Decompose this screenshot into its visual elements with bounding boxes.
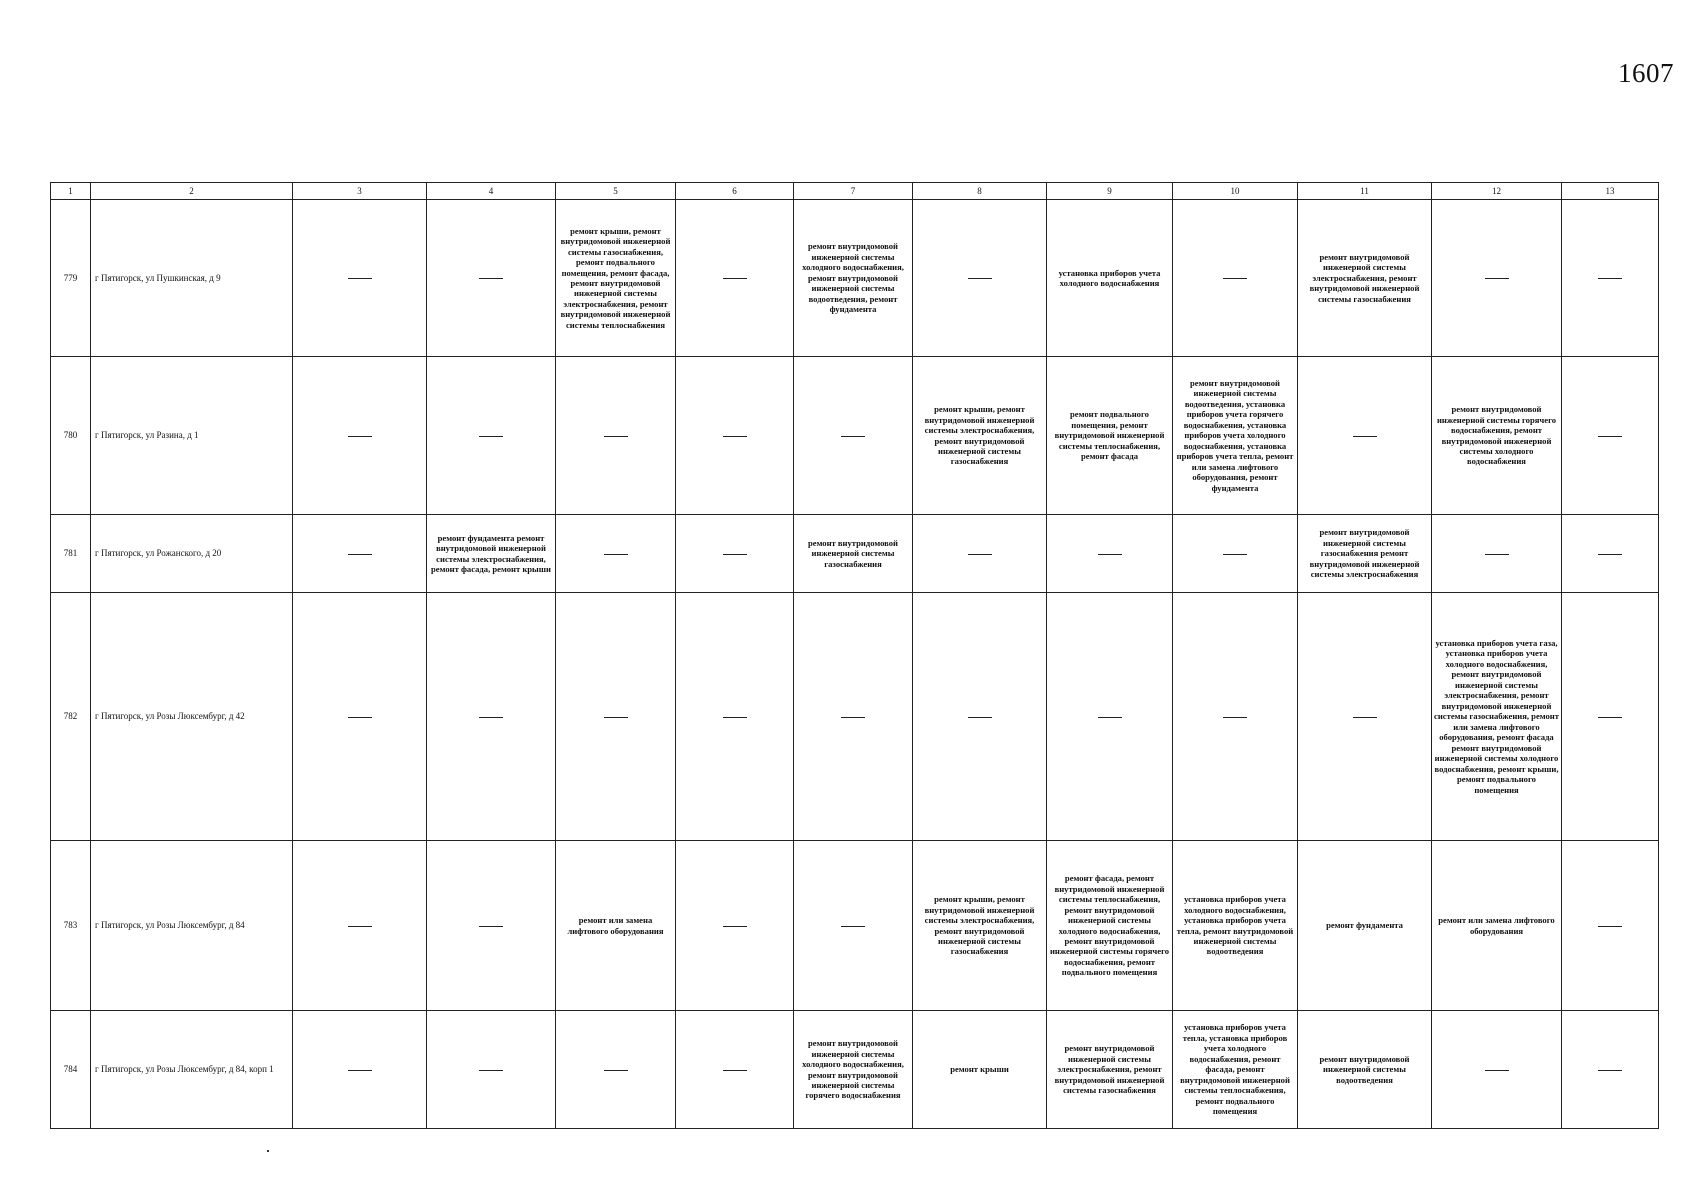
header-col-11: 11 — [1298, 183, 1432, 200]
empty-cell — [676, 200, 794, 357]
scan-dot — [267, 1150, 269, 1152]
table-row — [51, 1011, 1659, 1129]
dash-mark — [348, 554, 372, 555]
header-col-5: 5 — [556, 183, 676, 200]
empty-cell — [293, 1011, 427, 1129]
work-cell-c12: ремонт или замена лифтового оборудования — [1432, 841, 1562, 1011]
empty-cell — [427, 1011, 556, 1129]
dash-mark — [841, 717, 865, 718]
dash-mark — [723, 1070, 747, 1071]
row-number: 783 — [51, 841, 91, 1011]
empty-cell — [676, 1011, 794, 1129]
work-cell-c11: ремонт внутридомовой инженерной системы электроснабжения, ремонт внутридомовой инженерной системы газоснабжения — [1298, 200, 1432, 357]
dash-mark — [968, 717, 992, 718]
dash-mark — [1598, 554, 1622, 555]
empty-cell — [913, 593, 1047, 841]
empty-cell — [556, 515, 676, 593]
dash-mark — [1598, 278, 1622, 279]
empty-cell — [1562, 357, 1659, 515]
address-cell: г Пятигорск, ул Розы Люксембург, д 84, корп 1 — [91, 1011, 293, 1129]
empty-cell — [676, 841, 794, 1011]
work-cell-c5: ремонт или замена лифтового оборудования — [556, 841, 676, 1011]
header-col-12: 12 — [1432, 183, 1562, 200]
empty-cell — [676, 515, 794, 593]
dash-mark — [479, 717, 503, 718]
work-cell-c4: ремонт фундамента ремонт внутридомовой инженерной системы электроснабжения, ремонт фасада, ремонт крыши — [427, 515, 556, 593]
empty-cell — [1173, 515, 1298, 593]
table-row — [51, 200, 1659, 357]
page-number: 1607 — [1618, 58, 1674, 88]
empty-cell — [794, 593, 913, 841]
work-cell-c9: ремонт фасада, ремонт внутридомовой инженерной системы теплоснабжения, ремонт внутридомовой инженерной системы холодного водоснабжения, ремонт внутридомовой инженерной системы горячего водоснабжения, ремонт подвального помещения — [1047, 841, 1173, 1011]
work-cell-c11: ремонт внутридомовой инженерной системы водоотведения — [1298, 1011, 1432, 1129]
empty-cell — [293, 841, 427, 1011]
work-cell-c10: ремонт внутридомовой инженерной системы водоотведения, установка приборов учета горячего водоснабжения, установка приборов учета холодного водоснабжения, установка приборов учета тепла, ремонт или замена лифтового оборудования, ремонт фундамента — [1173, 357, 1298, 515]
dash-mark — [1098, 554, 1122, 555]
dash-mark — [479, 926, 503, 927]
dash-mark — [348, 278, 372, 279]
empty-cell — [427, 200, 556, 357]
empty-cell — [794, 841, 913, 1011]
work-cell-c10: установка приборов учета тепла, установка приборов учета холодного водоснабжения, ремонт фасада, ремонт внутридомовой инженерной системы теплоснабжения, ремонт подвального помещения — [1173, 1011, 1298, 1129]
work-cell-c9: установка приборов учета холодного водоснабжения — [1047, 200, 1173, 357]
header-col-13: 13 — [1562, 183, 1659, 200]
dash-mark — [348, 717, 372, 718]
work-cell-c8: ремонт крыши, ремонт внутридомовой инженерной системы электроснабжения, ремонт внутридомовой инженерной системы газоснабжения — [913, 357, 1047, 515]
work-cell-c8: ремонт крыши, ремонт внутридомовой инженерной системы электроснабжения, ремонт внутридомовой инженерной системы газоснабжения — [913, 841, 1047, 1011]
header-col-4: 4 — [427, 183, 556, 200]
work-cell-c12: ремонт внутридомовой инженерной системы горячего водоснабжения, ремонт внутридомовой инженерной системы холодного водоснабжения — [1432, 357, 1562, 515]
dash-mark — [723, 717, 747, 718]
dash-mark — [1223, 278, 1247, 279]
work-cell-c7: ремонт внутридомовой инженерной системы холодного водоснабжения, ремонт внутридомовой инженерной системы горячего водоснабжения — [794, 1011, 913, 1129]
address-cell: г Пятигорск, ул Пушкинская, д 9 — [91, 200, 293, 357]
dash-mark — [1223, 554, 1247, 555]
header-col-1: 1 — [51, 183, 91, 200]
empty-cell — [1432, 200, 1562, 357]
empty-cell — [1298, 357, 1432, 515]
empty-cell — [427, 357, 556, 515]
row-number: 780 — [51, 357, 91, 515]
work-cell-c11: ремонт внутридомовой инженерной системы газоснабжения ремонт внутридомовой инженерной системы электроснабжения — [1298, 515, 1432, 593]
empty-cell — [427, 841, 556, 1011]
address-cell: г Пятигорск, ул Розы Люксембург, д 42 — [91, 593, 293, 841]
dash-mark — [841, 436, 865, 437]
empty-cell — [293, 593, 427, 841]
dash-mark — [479, 278, 503, 279]
empty-cell — [1047, 593, 1173, 841]
empty-cell — [1562, 200, 1659, 357]
table-row — [51, 593, 1659, 841]
dash-mark — [348, 926, 372, 927]
address-cell: г Пятигорск, ул Розы Люксембург, д 84 — [91, 841, 293, 1011]
work-cell-c12: установка приборов учета газа, установка приборов учета холодного водоснабжения, ремонт внутридомовой инженерной системы электроснабжения, ремонт внутридомовой инженерной системы газоснабжения, ремонт или замена лифтового оборудования, ремонт фасада ремонт внутридомовой инженерной системы холодного водоснабжения, ремонт крыши, ремонт подвального помещения — [1432, 593, 1562, 841]
dash-mark — [348, 1070, 372, 1071]
dash-mark — [841, 926, 865, 927]
work-cell-c5: ремонт крыши, ремонт внутридомовой инженерной системы газоснабжения, ремонт подвального помещения, ремонт фасада, ремонт внутридомовой инженерной системы электроснабжения, ремонт внутридомовой инженерной системы теплоснабжения — [556, 200, 676, 357]
work-cell-c8: ремонт крыши — [913, 1011, 1047, 1129]
empty-cell — [1562, 1011, 1659, 1129]
row-number: 784 — [51, 1011, 91, 1129]
empty-cell — [556, 593, 676, 841]
dash-mark — [604, 554, 628, 555]
header-col-10: 10 — [1173, 183, 1298, 200]
empty-cell — [676, 593, 794, 841]
dash-mark — [968, 278, 992, 279]
row-number: 781 — [51, 515, 91, 593]
table-row — [51, 841, 1659, 1011]
dash-mark — [1485, 278, 1509, 279]
header-col-3: 3 — [293, 183, 427, 200]
header-col-6: 6 — [676, 183, 794, 200]
work-cell-c7: ремонт внутридомовой инженерной системы газоснабжения — [794, 515, 913, 593]
header-col-9: 9 — [1047, 183, 1173, 200]
work-cell-c9: ремонт подвального помещения, ремонт внутридомовой инженерной системы теплоснабжения, ремонт фасада — [1047, 357, 1173, 515]
dash-mark — [1353, 717, 1377, 718]
empty-cell — [556, 1011, 676, 1129]
dash-mark — [968, 554, 992, 555]
table-row — [51, 515, 1659, 593]
empty-cell — [293, 357, 427, 515]
dash-mark — [348, 436, 372, 437]
dash-mark — [723, 926, 747, 927]
empty-cell — [556, 357, 676, 515]
header-col-2: 2 — [91, 183, 293, 200]
dash-mark — [1223, 717, 1247, 718]
dash-mark — [1598, 717, 1622, 718]
header-col-7: 7 — [794, 183, 913, 200]
empty-cell — [1432, 515, 1562, 593]
dash-mark — [1098, 717, 1122, 718]
dash-mark — [604, 436, 628, 437]
dash-mark — [604, 717, 628, 718]
dash-mark — [1485, 554, 1509, 555]
empty-cell — [1047, 515, 1173, 593]
empty-cell — [794, 357, 913, 515]
empty-cell — [1173, 200, 1298, 357]
dash-mark — [1598, 926, 1622, 927]
empty-cell — [676, 357, 794, 515]
dash-mark — [1598, 1070, 1622, 1071]
work-cell-c11: ремонт фундамента — [1298, 841, 1432, 1011]
dash-mark — [1598, 436, 1622, 437]
work-cell-c9: ремонт внутридомовой инженерной системы электроснабжения, ремонт внутридомовой инженерной системы газоснабжения — [1047, 1011, 1173, 1129]
work-cell-c7: ремонт внутридомовой инженерной системы холодного водоснабжения, ремонт внутридомовой инженерной системы водоотведения, ремонт фундамента — [794, 200, 913, 357]
column-number-header — [51, 183, 1659, 200]
empty-cell — [1562, 593, 1659, 841]
address-cell: г Пятигорск, ул Рожанского, д 20 — [91, 515, 293, 593]
dash-mark — [479, 436, 503, 437]
row-number: 782 — [51, 593, 91, 841]
empty-cell — [293, 200, 427, 357]
table-row — [51, 357, 1659, 515]
dash-mark — [723, 554, 747, 555]
empty-cell — [293, 515, 427, 593]
empty-cell — [1173, 593, 1298, 841]
empty-cell — [1562, 841, 1659, 1011]
work-cell-c10: установка приборов учета холодного водоснабжения, установка приборов учета тепла, ремонт внутридомовой инженерной системы водоотведения — [1173, 841, 1298, 1011]
empty-cell — [1562, 515, 1659, 593]
repair-schedule-table — [50, 182, 1659, 1129]
dash-mark — [1353, 436, 1377, 437]
dash-mark — [1485, 1070, 1509, 1071]
dash-mark — [723, 436, 747, 437]
address-cell: г Пятигорск, ул Разина, д 1 — [91, 357, 293, 515]
empty-cell — [913, 200, 1047, 357]
empty-cell — [913, 515, 1047, 593]
empty-cell — [427, 593, 556, 841]
empty-cell — [1298, 593, 1432, 841]
header-col-8: 8 — [913, 183, 1047, 200]
dash-mark — [723, 278, 747, 279]
dash-mark — [479, 1070, 503, 1071]
row-number: 779 — [51, 200, 91, 357]
dash-mark — [604, 1070, 628, 1071]
empty-cell — [1432, 1011, 1562, 1129]
